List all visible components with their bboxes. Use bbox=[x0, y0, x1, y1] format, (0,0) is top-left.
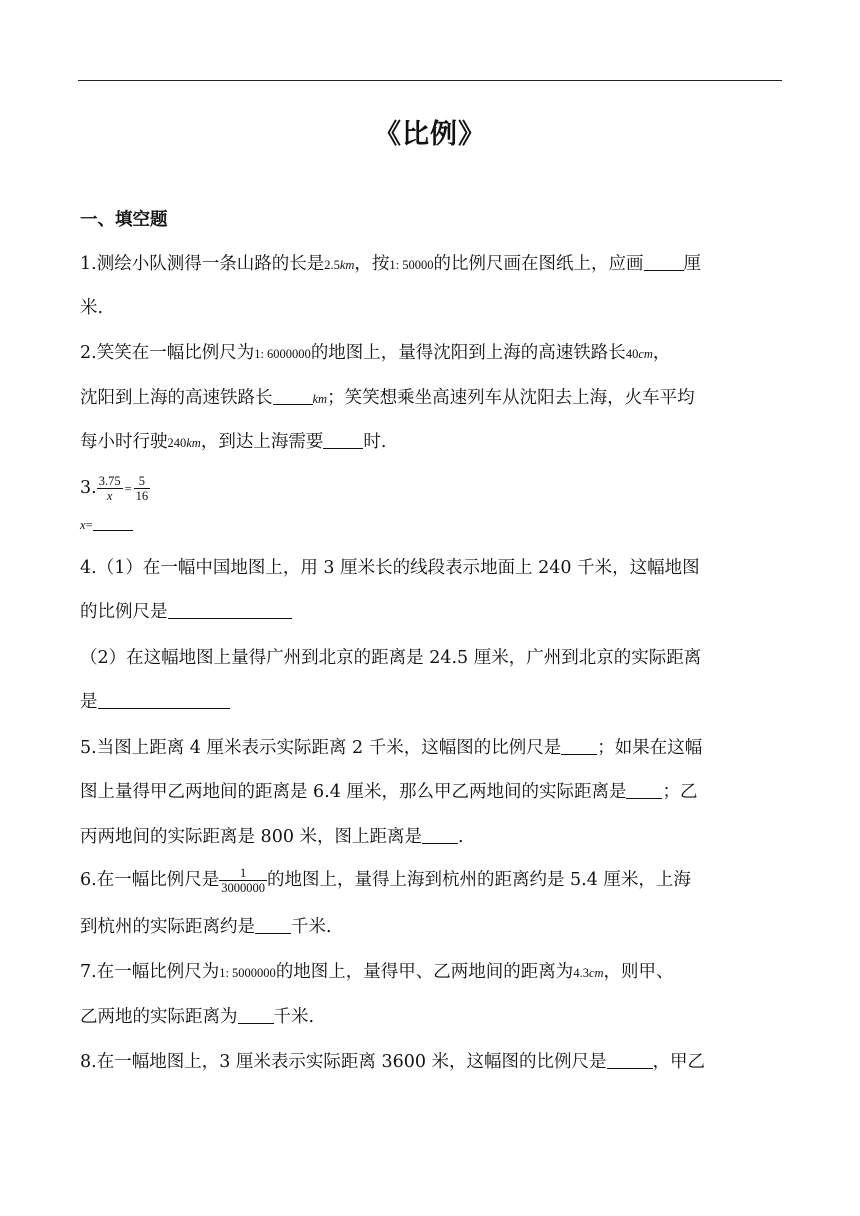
q2-text: ， bbox=[652, 343, 671, 363]
answer-blank[interactable] bbox=[98, 692, 230, 709]
q2-value: 240 bbox=[167, 436, 187, 450]
q5-text: 5.当图上距离 4 厘米表示实际距离 2 千米，这幅图的比例尺是 bbox=[80, 738, 562, 758]
q1-unit: km bbox=[339, 258, 355, 272]
q7-unit: cm bbox=[588, 966, 604, 980]
question-2-line-1 bbox=[80, 341, 670, 366]
question-5-line-1 bbox=[80, 736, 702, 760]
question-4-line-4 bbox=[80, 690, 230, 714]
q5-text: 丙两地间的实际距离是 800 米，图上距离是 bbox=[80, 827, 423, 847]
question-4-line-2 bbox=[80, 600, 292, 624]
fraction: $\frac{3.75}{x}$ bbox=[98, 474, 121, 503]
answer-blank[interactable] bbox=[561, 738, 597, 755]
question-4-line-3 bbox=[80, 646, 701, 670]
section-heading: 一、填空题 bbox=[80, 210, 168, 230]
q1-text: 的比例尺画在图纸上，应画 bbox=[433, 254, 644, 274]
q2-text: ；笑笑想乘坐高速列车从沈阳去上海，火车平均 bbox=[327, 388, 695, 408]
q4-text: 的比例尺是 bbox=[80, 602, 168, 622]
answer-blank[interactable] bbox=[238, 1007, 274, 1024]
question-6-line-2 bbox=[80, 915, 332, 939]
q2-text: 2.笑笑在一幅比例尺为 bbox=[80, 343, 255, 363]
q2-scale: 1: 6000000 bbox=[254, 347, 311, 361]
answer-blank[interactable] bbox=[644, 254, 684, 271]
answer-blank[interactable] bbox=[607, 1052, 653, 1069]
q5-text: ；如果在这幅 bbox=[597, 738, 703, 758]
question-4-line-1 bbox=[80, 556, 700, 580]
q8-text: 8.在一幅地图上，3 厘米表示实际距离 3600 米，这幅图的比例尺是 bbox=[80, 1052, 607, 1072]
q8-text: ，甲乙 bbox=[652, 1052, 706, 1072]
question-6-line-1 bbox=[80, 862, 691, 898]
q4-text: （2）在这幅地图上量得广州到北京的距离是 24.5 厘米，广州到北京的实际距离 bbox=[80, 648, 702, 668]
question-3-answer: x= bbox=[80, 512, 133, 537]
q1-text: 厘 bbox=[683, 254, 702, 274]
fraction: $\frac{5}{16}$ bbox=[135, 474, 149, 503]
answer-blank[interactable] bbox=[323, 432, 363, 449]
question-7-line-2 bbox=[80, 1005, 314, 1029]
question-7-line-1 bbox=[80, 960, 674, 985]
answer-blank[interactable] bbox=[273, 388, 313, 405]
q6-text: 到杭州的实际距离约是 bbox=[80, 917, 255, 937]
q2-unit: km bbox=[312, 392, 328, 406]
q6-text: 的地图上，量得上海到杭州的距离约是 5.4 厘米，上海 bbox=[266, 870, 691, 890]
q5-text: ；乙 bbox=[662, 782, 698, 802]
question-2-line-2 bbox=[80, 386, 695, 411]
q2-unit: cm bbox=[638, 347, 653, 361]
q4-text: 是 bbox=[80, 692, 98, 712]
q6-text: 6.在一幅比例尺是 bbox=[80, 870, 220, 890]
answer-blank[interactable] bbox=[422, 827, 458, 844]
q7-text: 的地图上，量得甲、乙两地间的距离为 bbox=[275, 962, 574, 982]
q2-value: 40 bbox=[625, 347, 639, 361]
q2-text: 每小时行驶 bbox=[80, 432, 168, 452]
fraction: $\frac{1}{3000000}$ bbox=[221, 866, 265, 895]
header-rule bbox=[78, 80, 782, 81]
q1-value: 2.5 bbox=[324, 258, 340, 272]
answer-blank[interactable] bbox=[93, 514, 133, 531]
q7-text: 乙两地的实际距离为 bbox=[80, 1007, 238, 1027]
question-5-line-3 bbox=[80, 825, 464, 849]
question-8-line-1 bbox=[80, 1050, 705, 1074]
q6-text: 千米. bbox=[291, 917, 332, 937]
q3-number: 3. bbox=[80, 478, 97, 498]
q2-text: 的地图上，量得沈阳到上海的高速铁路长 bbox=[310, 343, 626, 363]
q4-text: 4.（1）在一幅中国地图上，用 3 厘米长的线段表示地面上 240 千米，这幅地图 bbox=[80, 558, 700, 578]
q7-value: 4.3 bbox=[573, 966, 589, 980]
answer-blank[interactable] bbox=[255, 917, 291, 934]
page-title: 《比例》 bbox=[374, 119, 486, 150]
question-1-line-1 bbox=[80, 252, 701, 277]
q2-unit: km bbox=[186, 436, 201, 450]
question-2-line-3 bbox=[80, 430, 386, 455]
q1-text: 米. bbox=[80, 298, 104, 318]
answer-blank[interactable] bbox=[168, 602, 292, 619]
q7-text: 7.在一幅比例尺为 bbox=[80, 962, 220, 982]
q1-text: 1.测绘小队测得一条山路的长是 bbox=[80, 254, 325, 274]
q2-text: 时. bbox=[363, 432, 387, 452]
question-5-line-2 bbox=[80, 780, 697, 804]
q7-text: 千米. bbox=[273, 1007, 315, 1027]
q5-text: . bbox=[458, 827, 464, 847]
q7-text: ，则甲、 bbox=[603, 962, 674, 982]
q2-text: 沈阳到上海的高速铁路长 bbox=[80, 388, 273, 408]
question-1-line-2 bbox=[80, 296, 103, 320]
q1-scale: 1: 50000 bbox=[389, 258, 434, 272]
q2-text: ，到达上海需要 bbox=[200, 432, 324, 452]
q3-variable: x bbox=[80, 518, 86, 532]
q7-scale: 1: 5000000 bbox=[219, 966, 276, 980]
question-3-equation: 3. $\frac{3.75}{x}$ = $\frac{5}{16}$ bbox=[80, 474, 149, 503]
answer-blank[interactable] bbox=[626, 782, 662, 799]
q5-text: 图上量得甲乙两地间的距离是 6.4 厘米，那么甲乙两地间的实际距离是 bbox=[80, 782, 627, 802]
q1-text: ，按 bbox=[354, 254, 390, 274]
